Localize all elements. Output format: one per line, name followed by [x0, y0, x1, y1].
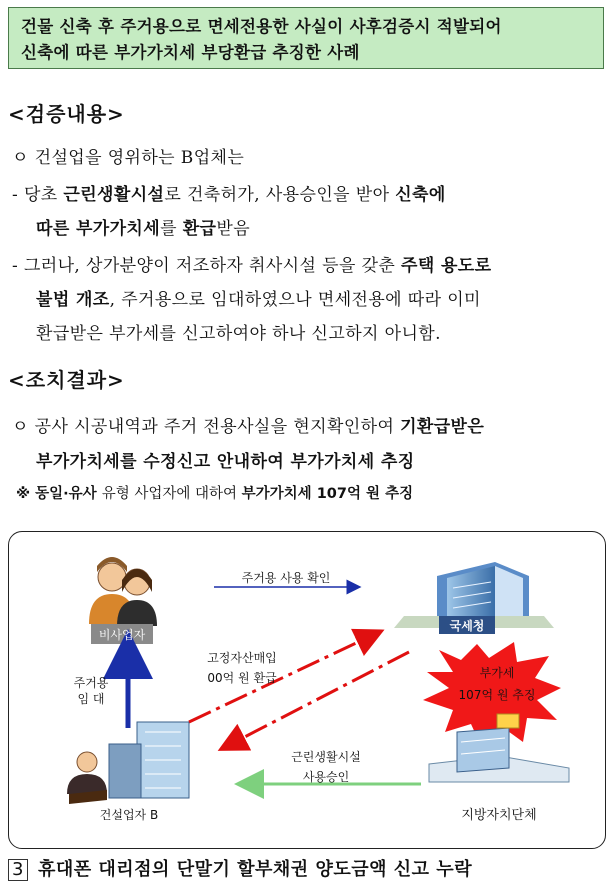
- rent-label: 주거용 임 대: [73, 676, 109, 706]
- non-business-label: 비사업자: [98, 628, 146, 642]
- verification-bullet-2-line-3: 환급받은 부가세를 신고하여야 하나 신고하지 아니함.: [36, 324, 441, 344]
- next-case-text: 휴대폰 대리점의 단말기 할부채권 양도금액 신고 누락: [37, 859, 473, 880]
- use-confirm-label: 주거용 사용 확인: [241, 571, 331, 585]
- verification-bullet-2-line-2: 불법 개조, 주거용으로 임대하였으나 면세전용에 따라 이미: [36, 290, 481, 310]
- case-number: 3: [8, 859, 28, 881]
- burst-label: 부가세 107억 원 추징: [458, 666, 536, 702]
- verification-bullet-1-line-1: - 당초 근린생활시설로 건축허가, 사용승인을 받아 신축에: [12, 185, 446, 205]
- refund-label: 고정자산매입 00억 원 환급: [207, 651, 277, 685]
- builder-person-icon: [67, 752, 107, 804]
- result-heading: <조치결과>: [8, 368, 125, 392]
- local-gov-label: 지방자치단체: [461, 808, 537, 823]
- case-diagram: [8, 531, 606, 849]
- next-case-title: [8, 855, 472, 881]
- verification-bullet-2-line-1: - 그러나, 상가분양이 저조하자 취사시설 등을 갖춘 주택 용도로: [12, 256, 492, 276]
- builder-label: 건설업자 B: [99, 808, 159, 822]
- case-title-box: [8, 7, 604, 69]
- verification-heading: <검증내용>: [8, 102, 125, 126]
- builder-building-icon: [109, 722, 189, 798]
- case-title-line-1: 건물 신축 후 주거용으로 면세전용한 사실이 사후검증시 적발되어: [21, 17, 502, 36]
- result-line-2: 부가가치세를 수정신고 안내하여 부가가치세 추징: [36, 452, 415, 472]
- people-icon: [89, 557, 157, 626]
- result-line-1: ㅇ 공사 시공내역과 주거 전용사실을 현지확인하여 기환급받은: [12, 417, 485, 437]
- verification-bullet-1-line-2: 따른 부가가치세를 환급받음: [36, 219, 251, 239]
- result-note: ※ 동일·유사 유형 사업자에 대하여 부가가치세 107억 원 추징: [16, 486, 414, 502]
- nts-label: 국세청: [449, 619, 485, 633]
- verification-intro: ㅇ 건설업을 영위하는 B업체는: [12, 148, 245, 168]
- approval-label: 근린생활시설 사용승인: [291, 750, 361, 784]
- case-title-line-2: 신축에 따른 부가가치세 부당환급 추징한 사례: [21, 43, 360, 62]
